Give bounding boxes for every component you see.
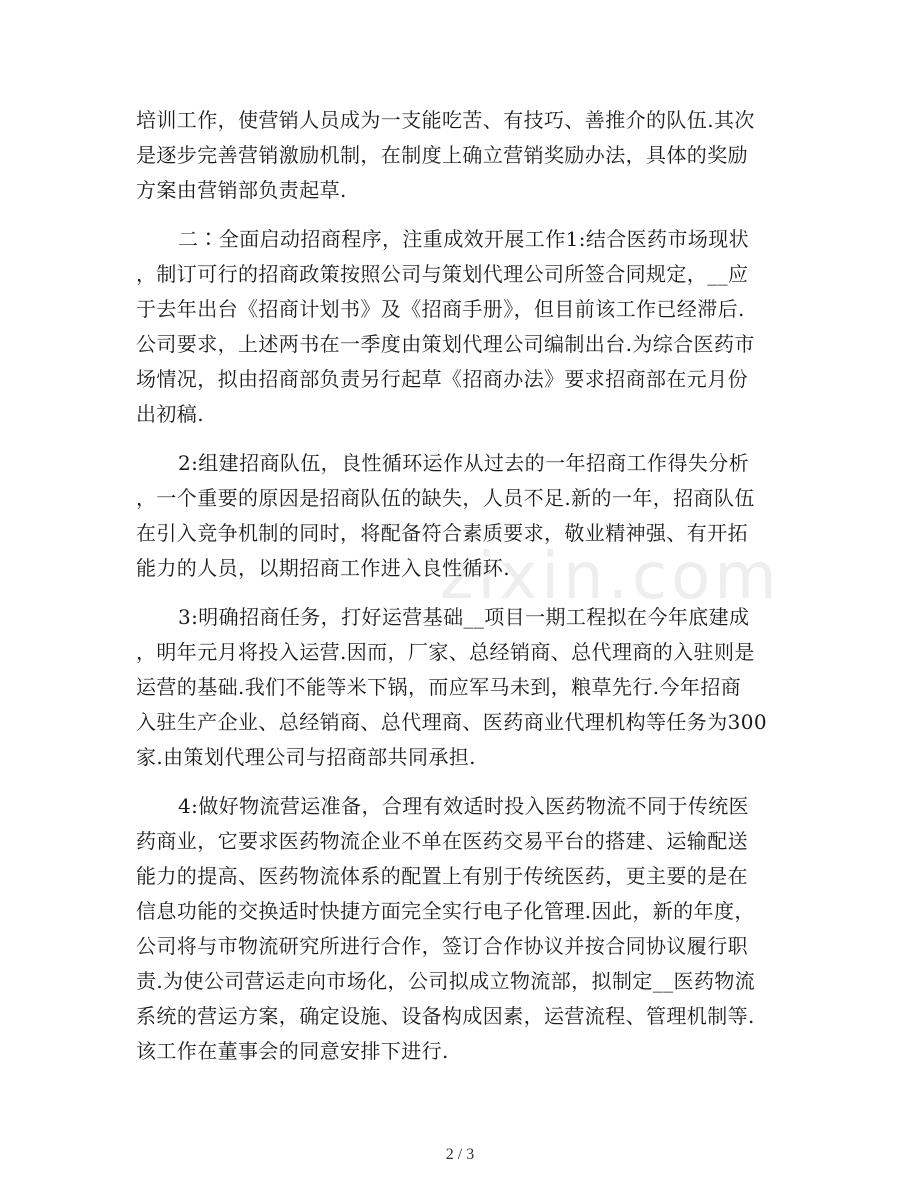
text-line: 出初稿. bbox=[136, 402, 204, 426]
text-line: ，制订可行的招商政策按照公司与策划代理公司所签合同规定，__应 bbox=[136, 262, 749, 286]
text-line: 公司将与市物流研究所进行合作，签订合作协议并按合同协议履行职 bbox=[136, 934, 748, 958]
text-line: 运营的基础.我们不能等米下锅，而应军马未到，粮草先行.今年招商 bbox=[136, 675, 742, 699]
text-line: ，一个重要的原因是招商队伍的缺失，人员不足.新的一年，招商队伍 bbox=[136, 486, 755, 510]
text-line: 3:明确招商任务，打好运营基础__项目一期工程拟在今年底建成 bbox=[178, 605, 750, 629]
paragraph-gap bbox=[136, 208, 786, 222]
text-line: ，明年元月将投入运营.因而，厂家、总经销商、总代理商的入驻则是 bbox=[136, 640, 755, 664]
text-line: 在引入竞争机制的同时，将配备符合素质要求，敬业精神强、有开拓 bbox=[136, 521, 748, 545]
watermark: zixin.com bbox=[440, 540, 781, 614]
text-line: 能力的人员，以期招商工作进入良性循环. bbox=[136, 556, 510, 580]
paragraph-gap bbox=[136, 586, 786, 600]
text-line: 家.由策划代理公司与招商部共同承担. bbox=[136, 745, 476, 769]
text-line: 是逐步完善营销激励机制，在制度上确立营销奖励办法，具体的奖励 bbox=[136, 143, 748, 167]
text-line: 方案由营销部负责起草. bbox=[136, 178, 347, 202]
paragraph bbox=[136, 446, 786, 586]
text-line: 信息功能的交换适时快捷方面完全实行电子化管理.因此，新的年度， bbox=[136, 899, 755, 923]
text-line: 责.为使公司营运走向市场化，公司拟成立物流部，拟制定__医药物流 bbox=[136, 969, 756, 993]
paragraph bbox=[136, 222, 786, 432]
text-line: 该工作在董事会的同意安排下进行. bbox=[136, 1039, 449, 1063]
paragraph-gap bbox=[136, 432, 786, 446]
paragraph-gap bbox=[136, 775, 786, 789]
page-number: 2 / 3 bbox=[445, 1146, 475, 1163]
text-line: 能力的提高、医药物流体系的配置上有别于传统医药，更主要的是在 bbox=[136, 864, 748, 888]
text-line: 系统的营运方案，确定设施、设备构成因素，运营流程、管理机制等. bbox=[136, 1004, 755, 1028]
text-line: 培训工作，使营销人员成为一支能吃苦、有技巧、善推介的队伍.其次 bbox=[136, 108, 755, 132]
text-line: 药商业，它要求医药物流企业不单在医药交易平台的搭建、运输配送 bbox=[136, 829, 748, 853]
document-body bbox=[136, 103, 786, 1069]
text-line: 于去年出台《招商计划书》及《招商手册》，但目前该工作已经滞后. bbox=[136, 297, 745, 321]
text-line: 2:组建招商队伍，良性循环运作从过去的一年招商工作得失分析 bbox=[178, 451, 750, 475]
text-line: 4:做好物流营运准备，合理有效适时投入医药物流不同于传统医 bbox=[178, 794, 750, 818]
paragraph bbox=[136, 600, 786, 775]
text-line: 公司要求，上述两书在一季度由策划代理公司编制出台.为综合医药市 bbox=[136, 332, 755, 356]
paragraph bbox=[136, 789, 786, 1069]
text-line: 入驻生产企业、总经销商、总代理商、医药商业代理机构等任务为300 bbox=[136, 710, 767, 734]
text-line: 二∶全面启动招商程序，注重成效开展工作1:结合医药市场现状 bbox=[178, 227, 750, 251]
text-line: 场情况，拟由招商部负责另行起草《招商办法》要求招商部在元月份 bbox=[136, 367, 748, 391]
paragraph bbox=[136, 103, 786, 208]
